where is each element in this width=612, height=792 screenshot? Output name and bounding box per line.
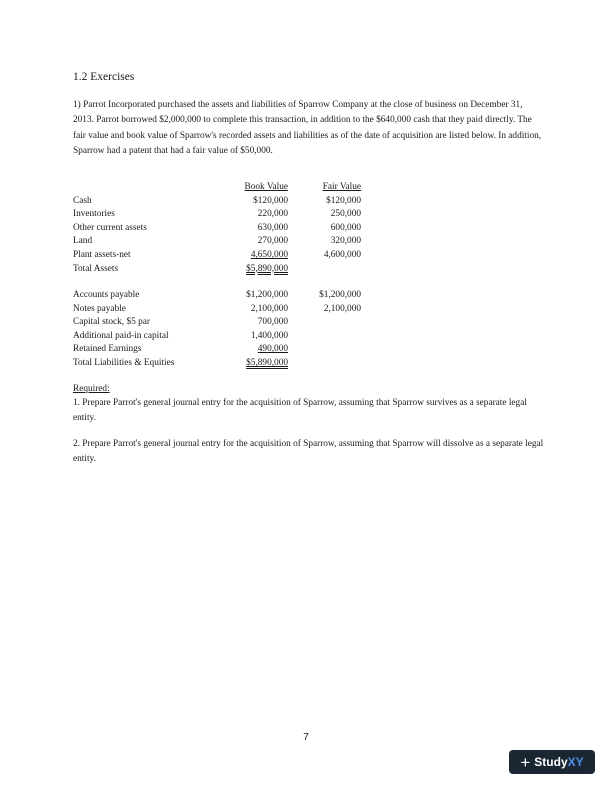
fair-value: 320,000 [330,236,361,247]
exercise-intro: 1) Parrot Incorporated purchased the assets and liabilities of Sparrow Company at the close of business on December 31, 2013. Parrot borrowed $2,000,000 to complete this transaction, in addition to the $640,000 cash that they paid directly. The fair value and book value of Sparrow's recorded assets and liabilities as of the date of acquisition are listed below. In addition, Sparrow had a patent that had a fair value of $50,000. [73,100,542,157]
row-label: Land [73,236,93,247]
table-row [73,289,361,303]
required-label: Required: [73,384,110,394]
table-row [73,303,361,317]
row-label: Accounts payable [73,290,140,300]
row-label: Total Assets [73,263,119,274]
fair-value-header: Fair Value [322,182,361,192]
book-value-underlined: 490,000 [257,344,288,355]
table-row [73,222,361,236]
fair-value [288,343,361,357]
total-row [73,357,361,371]
fair-value: $120,000 [326,195,361,206]
row-label: Total Liabilities & Equities [73,357,175,368]
row-label: Inventories [73,209,115,220]
book-value [223,343,288,357]
brand-main: Study [534,755,568,769]
page-number: 7 [303,732,309,743]
book-value: $1,200,000 [246,290,288,300]
section-heading: 1.2 Exercises [73,71,135,83]
row-label: Retained Earnings [73,344,142,355]
row-label: Additional paid-in capital [73,330,169,341]
plus-icon: + [520,752,531,772]
total-value: $5,890,000 [246,263,288,274]
row-label: Other current assets [73,222,147,233]
book-value: 220,000 [257,209,288,220]
table-row [73,343,361,357]
row-label: Plant assets-net [73,249,131,260]
fair-value: $1,200,000 [319,290,361,300]
fair-value [288,330,361,344]
book-value: 270,000 [257,236,288,247]
fair-value: 250,000 [330,209,361,220]
book-value-underlined: 4,650,000 [250,249,288,260]
book-value [223,263,288,277]
fair-value [288,357,361,371]
book-value: 700,000 [257,317,288,328]
book-value: 1,400,000 [250,330,288,341]
fair-value: 600,000 [330,222,361,233]
book-value: 630,000 [257,222,288,233]
fair-value: 2,100,000 [323,303,361,314]
book-value: $120,000 [253,195,288,206]
table-header-row [73,181,361,195]
table-row [73,235,361,249]
row-label: Capital stock, $5 par [73,317,150,328]
fair-value [288,316,361,330]
book-value [223,249,288,263]
assets-table [73,181,361,276]
row-label: Cash [73,195,92,206]
book-value [223,357,288,371]
table-row [73,316,361,330]
liabilities-table [73,289,361,371]
total-row [73,263,361,277]
table-row [73,208,361,222]
studyxy-badge[interactable] [509,750,595,774]
fair-value: 4,600,000 [323,249,361,260]
row-label: Notes payable [73,303,126,314]
book-value: 2,100,000 [250,303,288,314]
fair-value [288,263,361,277]
question-1: 1. Prepare Parrot's general journal entry for the acquisition of Sparrow, assuming that Sparrow survives as a separate legal entity. [73,398,527,424]
brand-accent: XY [567,755,584,769]
question-2: 2. Prepare Parrot's general journal entry for the acquisition of Sparrow, assuming that Sparrow will dissolve as a separate legal entity. [73,439,544,465]
book-value-header: Book Value [244,182,288,192]
table-row [73,195,361,209]
table-row [73,330,361,344]
table-row [73,249,361,263]
total-value: $5,890,000 [246,357,288,368]
